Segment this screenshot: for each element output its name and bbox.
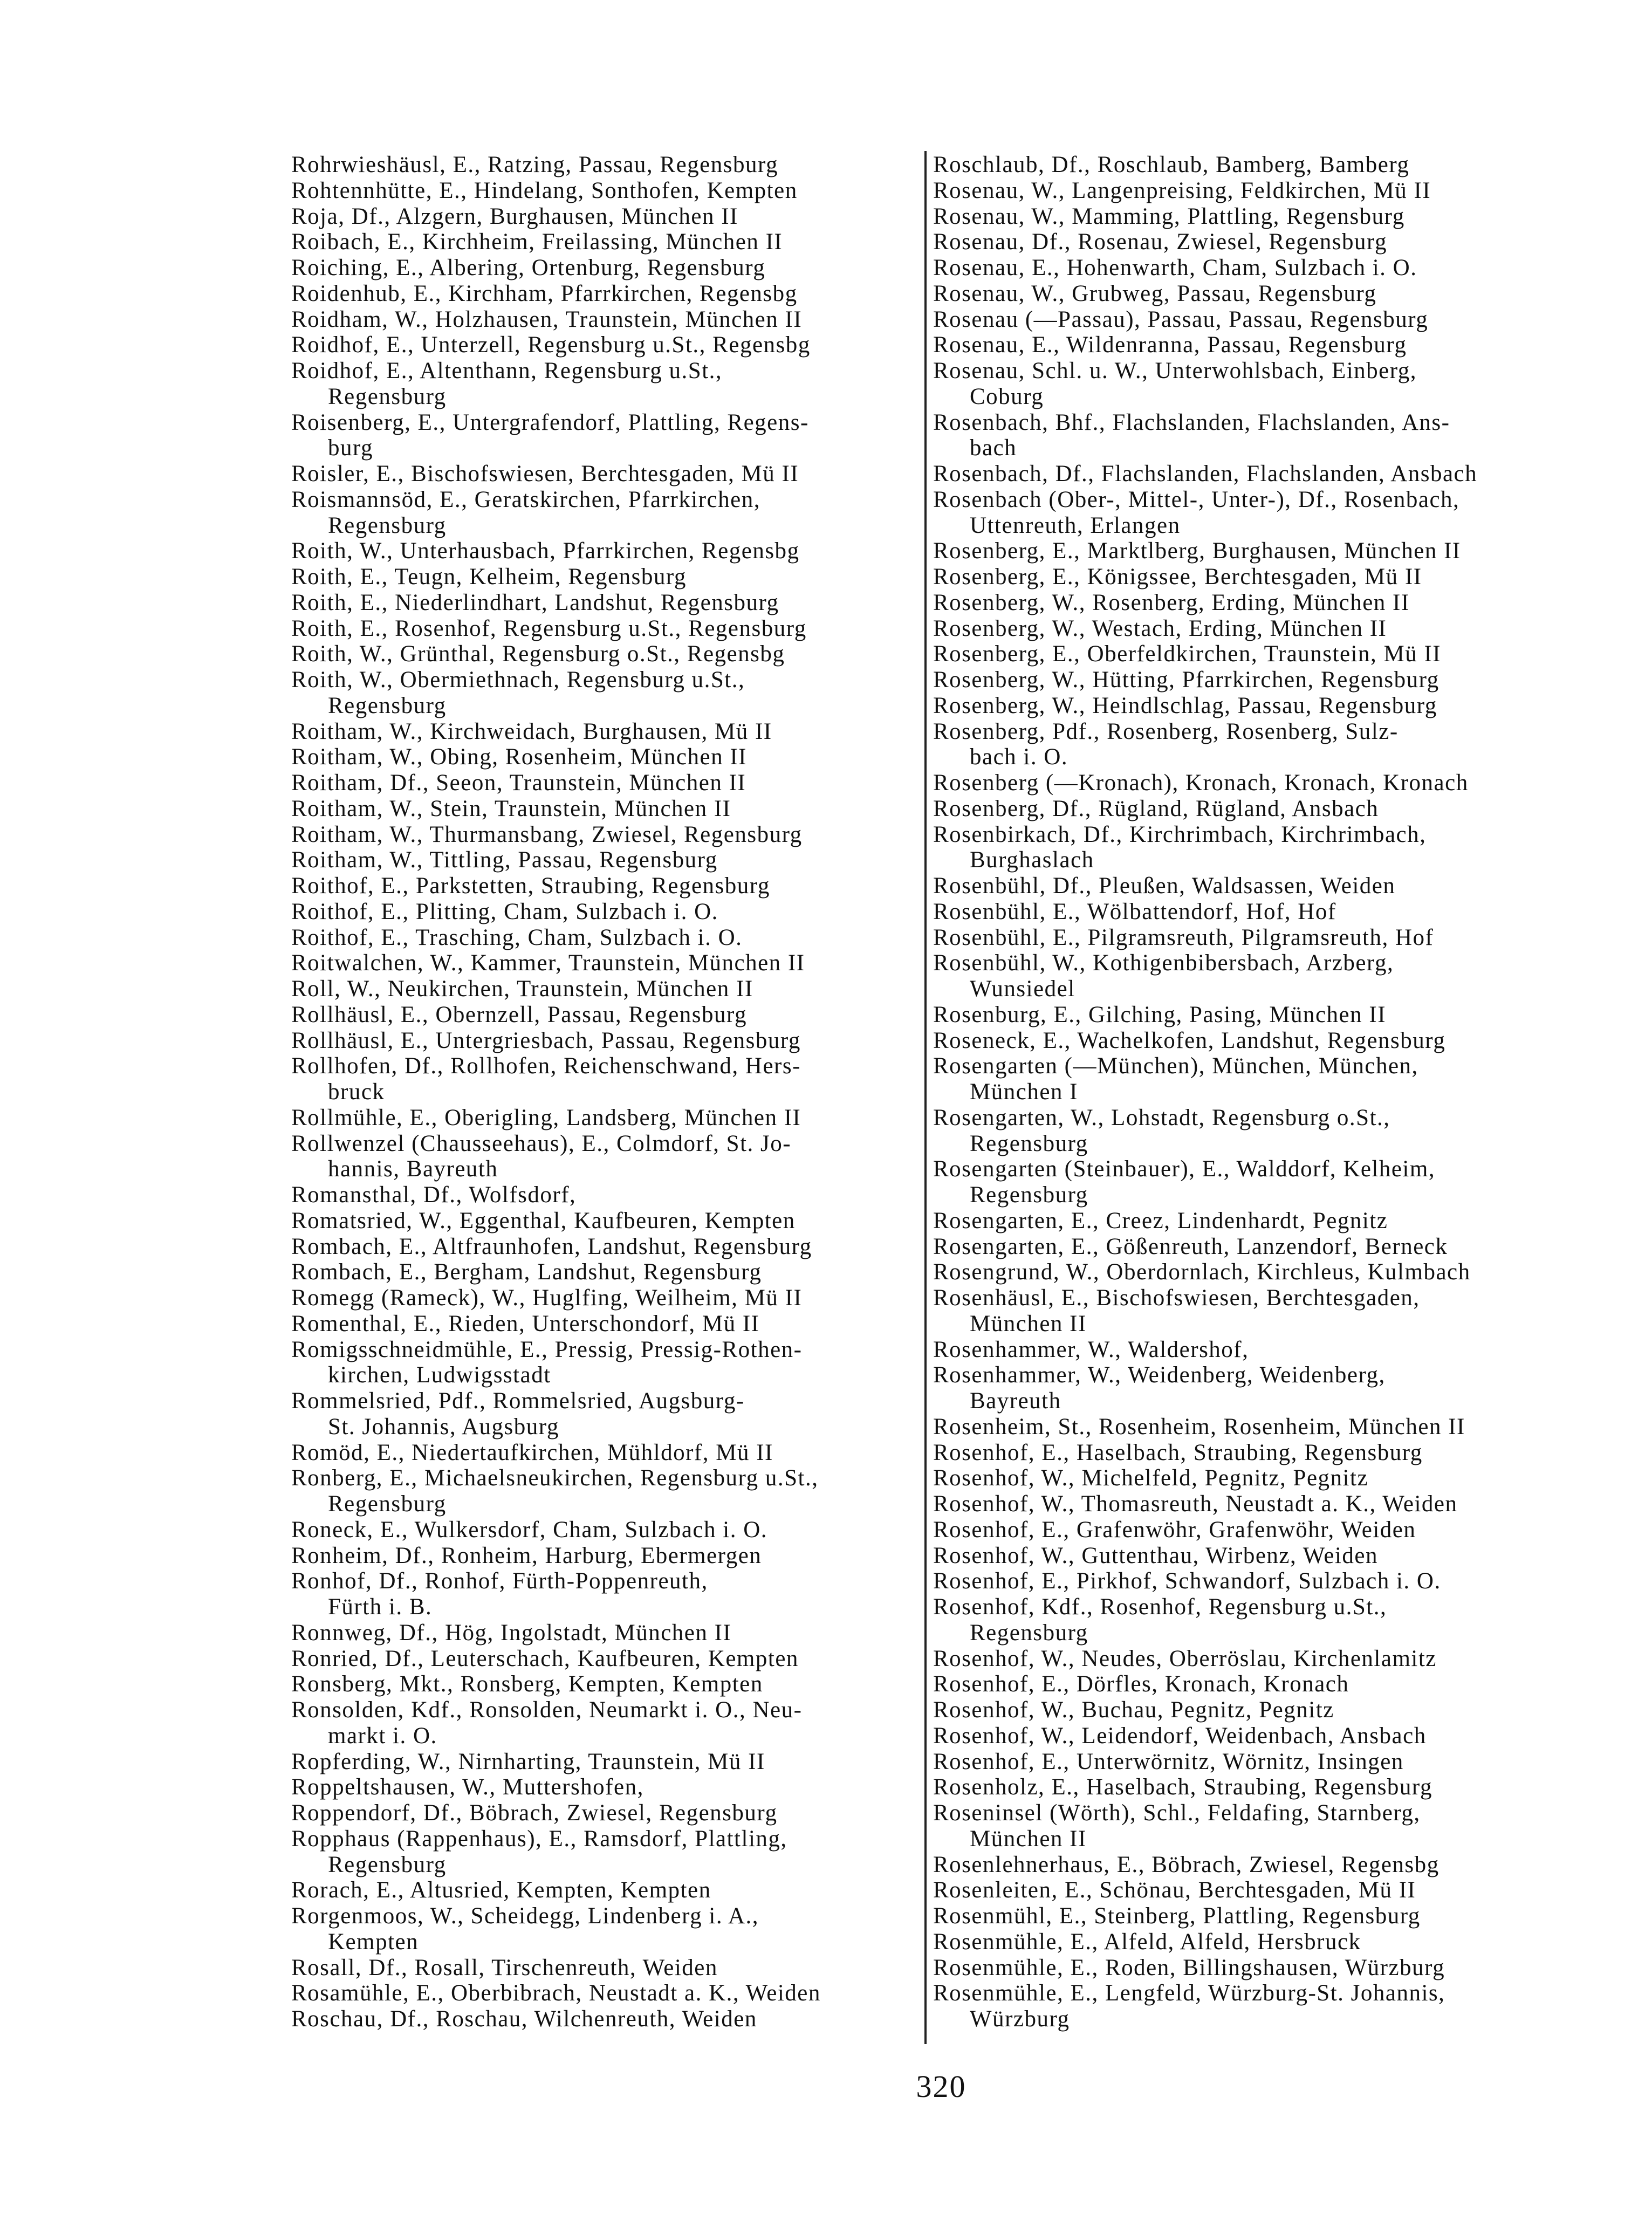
entry-line: Roschau, Df., Roschau, Wilchenreuth, Weiden bbox=[291, 2006, 757, 2032]
entry-line: Rosenhof, W., Leidendorf, Weidenbach, Ansbach bbox=[933, 1723, 1427, 1749]
gazetteer-entry bbox=[933, 358, 1559, 410]
entry-line: Rosenleiten, E., Schönau, Berchtesgaden, Mü II bbox=[933, 1877, 1416, 1903]
gazetteer-entry bbox=[933, 1028, 1559, 1054]
gazetteer-entry bbox=[291, 1388, 920, 1440]
entry-line: Rollhäusl, E., Untergriesbach, Passau, Regensburg bbox=[291, 1027, 801, 1053]
gazetteer-entry bbox=[933, 538, 1559, 564]
entry-line: Romenthal, E., Rieden, Unterschondorf, Mü II bbox=[291, 1311, 760, 1336]
entry-line: Rosenhof, E., Haselbach, Straubing, Regensburg bbox=[933, 1440, 1423, 1465]
entry-line: Roitham, W., Tittling, Passau, Regensburg bbox=[291, 847, 718, 873]
gazetteer-entry bbox=[933, 1414, 1559, 1440]
gazetteer-entry bbox=[291, 1800, 920, 1826]
gazetteer-entry bbox=[291, 1465, 920, 1517]
entry-line: Rosenau, Df., Rosenau, Zwiesel, Regensburg bbox=[933, 229, 1388, 255]
gazetteer-entry bbox=[291, 667, 920, 719]
entry-line: Rosenhof, E., Grafenwöhr, Grafenwöhr, Weiden bbox=[933, 1517, 1416, 1543]
entry-line: Rosenbach, Df., Flachslanden, Flachslanden, Ansbach bbox=[933, 461, 1478, 486]
entry-line: Rollwenzel (Chausseehaus), E., Colmdorf, St. Jo- bbox=[291, 1130, 792, 1156]
gazetteer-entry bbox=[291, 1646, 920, 1672]
gazetteer-entry bbox=[933, 796, 1559, 822]
gazetteer-entry bbox=[291, 538, 920, 564]
entry-line: Rosenburg, E., Gilching, Pasing, München II bbox=[933, 1002, 1387, 1027]
entry-line: Romatsried, W., Eggenthal, Kaufbeuren, Kempten bbox=[291, 1208, 796, 1233]
entry-line: Rosenau, W., Mamming, Plattling, Regensburg bbox=[933, 203, 1405, 229]
gazetteer-entry bbox=[933, 1852, 1559, 1878]
right-column bbox=[933, 152, 1559, 2032]
entry-continuation-line: Würzburg bbox=[970, 2006, 1070, 2032]
gazetteer-entry bbox=[291, 744, 920, 770]
entry-continuation-line: Regensburg bbox=[328, 512, 447, 538]
entry-line: Roneck, E., Wulkersdorf, Cham, Sulzbach i. O. bbox=[291, 1517, 768, 1543]
gazetteer-entry bbox=[933, 1594, 1559, 1646]
gazetteer-entry bbox=[933, 1697, 1559, 1723]
entry-line: Roith, W., Grünthal, Regensburg o.St., Regensbg bbox=[291, 641, 785, 667]
entry-line: Rosenhof, W., Michelfeld, Pegnitz, Pegnitz bbox=[933, 1465, 1369, 1491]
gazetteer-entry bbox=[291, 641, 920, 667]
entry-line: Rosenbirkach, Df., Kirchrimbach, Kirchrimbach, bbox=[933, 821, 1427, 847]
entry-line: Roitham, Df., Seeon, Traunstein, München II bbox=[291, 770, 746, 796]
entry-line: Roja, Df., Alzgern, Burghausen, München II bbox=[291, 203, 738, 229]
page-number: 320 bbox=[916, 2069, 966, 2104]
gazetteer-entry bbox=[291, 307, 920, 333]
gazetteer-entry bbox=[291, 410, 920, 462]
entry-line: Roith, E., Rosenhof, Regensburg u.St., Regensburg bbox=[291, 615, 807, 641]
gazetteer-entry bbox=[933, 1362, 1559, 1414]
gazetteer-entry bbox=[933, 1877, 1559, 1903]
gazetteer-entry bbox=[291, 616, 920, 642]
gazetteer-entry bbox=[933, 873, 1559, 899]
gazetteer-entry bbox=[933, 719, 1559, 771]
gazetteer-entry bbox=[291, 719, 920, 745]
entry-continuation-line: München II bbox=[970, 1311, 1087, 1336]
entry-line: Rosenberg, W., Heindlschlag, Passau, Regensburg bbox=[933, 693, 1437, 718]
entry-line: Rosenhof, E., Pirkhof, Schwandorf, Sulzbach i. O. bbox=[933, 1568, 1441, 1594]
entry-line: Rosenmühle, E., Roden, Billingshausen, Würzburg bbox=[933, 1955, 1445, 1980]
gazetteer-entry bbox=[933, 1568, 1559, 1594]
entry-line: Rosenhof, W., Neudes, Oberröslau, Kirchenlamitz bbox=[933, 1646, 1437, 1671]
entry-line: Roitham, W., Thurmansbang, Zwiesel, Regensburg bbox=[291, 821, 803, 847]
gazetteer-entry bbox=[933, 590, 1559, 616]
gazetteer-entry bbox=[291, 487, 920, 539]
entry-line: Rosenlehnerhaus, E., Böbrach, Zwiesel, Regensbg bbox=[933, 1852, 1439, 1877]
entry-line: Rosenheim, St., Rosenheim, Rosenheim, München II bbox=[933, 1414, 1465, 1440]
entry-line: Rollmühle, E., Oberigling, Landsberg, München II bbox=[291, 1105, 801, 1130]
entry-line: Rosenberg, W., Westach, Erding, München II bbox=[933, 615, 1387, 641]
entry-line: Rosenau, W., Langenpreising, Feldkirchen, Mü II bbox=[933, 177, 1431, 203]
entry-line: Rosall, Df., Rosall, Tirschenreuth, Weiden bbox=[291, 1955, 718, 1980]
entry-line: Ronsberg, Mkt., Ronsberg, Kempten, Kempten bbox=[291, 1671, 763, 1697]
gazetteer-entry bbox=[291, 1182, 920, 1208]
entry-line: Rosenmühl, E., Steinberg, Plattling, Regensburg bbox=[933, 1903, 1421, 1929]
gazetteer-entry bbox=[933, 1440, 1559, 1466]
entry-line: Roidhof, E., Altenthann, Regensburg u.St., bbox=[291, 358, 723, 383]
entry-line: Rosengarten (—München), München, München, bbox=[933, 1053, 1418, 1079]
gazetteer-entry bbox=[933, 822, 1559, 874]
entry-line: Roseneck, E., Wachelkofen, Landshut, Regensburg bbox=[933, 1027, 1446, 1053]
entry-line: Rosenhof, Kdf., Rosenhof, Regensburg u.St., bbox=[933, 1594, 1387, 1620]
entry-line: Rosenau, Schl. u. W., Unterwohlsbach, Einberg, bbox=[933, 358, 1417, 383]
entry-line: Rosenbühl, W., Kothigenbibersbach, Arzberg, bbox=[933, 950, 1394, 976]
entry-line: Roith, E., Niederlindhart, Landshut, Regensburg bbox=[291, 590, 779, 615]
gazetteer-entry bbox=[291, 770, 920, 796]
gazetteer-entry bbox=[933, 332, 1559, 358]
entry-line: Roithof, E., Plitting, Cham, Sulzbach i. O. bbox=[291, 899, 718, 924]
gazetteer-entry bbox=[933, 1491, 1559, 1517]
entry-line: Rosenberg, E., Oberfeldkirchen, Traunstein, Mü II bbox=[933, 641, 1442, 667]
entry-line: Rommelsried, Pdf., Rommelsried, Augsburg- bbox=[291, 1388, 745, 1414]
gazetteer-entry bbox=[291, 1774, 920, 1800]
entry-line: Rosenhäusl, E., Bischofswiesen, Berchtesgaden, bbox=[933, 1285, 1420, 1311]
gazetteer-entry bbox=[291, 1311, 920, 1337]
entry-line: Rosenberg, E., Marktlberg, Burghausen, München II bbox=[933, 538, 1461, 564]
gazetteer-entry bbox=[933, 950, 1559, 1002]
gazetteer-entry bbox=[933, 693, 1559, 719]
entry-line: Rosenberg, Df., Rügland, Rügland, Ansbach bbox=[933, 796, 1379, 821]
gazetteer-entry bbox=[933, 1671, 1559, 1697]
gazetteer-entry bbox=[933, 616, 1559, 642]
entry-continuation-line: Kempten bbox=[328, 1929, 419, 1955]
gazetteer-entry bbox=[933, 410, 1559, 462]
gazetteer-entry bbox=[933, 1774, 1559, 1800]
entry-line: Romegg (Rameck), W., Huglfing, Weilheim, Mü II bbox=[291, 1285, 803, 1311]
entry-line: Rosengarten (Steinbauer), E., Walddorf, Kelheim, bbox=[933, 1156, 1436, 1182]
entry-line: Romigsschneidmühle, E., Pressig, Pressig-Rothen- bbox=[291, 1336, 803, 1362]
entry-line: Rosenau (—Passau), Passau, Passau, Regensburg bbox=[933, 306, 1429, 332]
gazetteer-entry bbox=[933, 1465, 1559, 1491]
gazetteer-entry bbox=[933, 255, 1559, 281]
gazetteer-entry bbox=[933, 1980, 1559, 2032]
gazetteer-entry bbox=[933, 1208, 1559, 1234]
entry-line: Rosengrund, W., Oberdornlach, Kirchleus, Kulmbach bbox=[933, 1259, 1471, 1285]
entry-line: Rosenbach, Bhf., Flachslanden, Flachslanden, Ans- bbox=[933, 409, 1450, 435]
gazetteer-entry bbox=[933, 1955, 1559, 1981]
entry-line: Roitham, W., Stein, Traunstein, München II bbox=[291, 796, 731, 821]
gazetteer-entry bbox=[291, 358, 920, 410]
entry-line: Rosenmühle, E., Lengfeld, Würzburg-St. Johannis, bbox=[933, 1980, 1445, 2006]
entry-continuation-line: Fürth i. B. bbox=[328, 1594, 433, 1620]
entry-continuation-line: bach bbox=[970, 435, 1017, 461]
gazetteer-entry bbox=[933, 229, 1559, 255]
entry-continuation-line: Coburg bbox=[970, 383, 1044, 409]
entry-line: Roidenhub, E., Kirchham, Pfarrkirchen, Regensbg bbox=[291, 280, 798, 306]
entry-line: Roseninsel (Wörth), Schl., Feldafing, Starnberg, bbox=[933, 1800, 1421, 1826]
gazetteer-entry bbox=[291, 281, 920, 307]
entry-line: Rollhäusl, E., Obernzell, Passau, Regensburg bbox=[291, 1002, 748, 1027]
entry-line: Rosenbühl, E., Wölbattendorf, Hof, Hof bbox=[933, 899, 1336, 924]
entry-line: Rosenhof, W., Guttenthau, Wirbenz, Weiden bbox=[933, 1543, 1379, 1568]
gazetteer-entry bbox=[291, 564, 920, 590]
entry-continuation-line: Regensburg bbox=[328, 1852, 447, 1877]
entry-line: Roithof, E., Trasching, Cham, Sulzbach i. O. bbox=[291, 924, 743, 950]
entry-line: Roschlaub, Df., Roschlaub, Bamberg, Bamberg bbox=[933, 152, 1410, 177]
gazetteer-entry bbox=[291, 1671, 920, 1697]
entry-line: Ronried, Df., Leuterschach, Kaufbeuren, Kempten bbox=[291, 1646, 799, 1671]
gazetteer-entry bbox=[933, 1234, 1559, 1260]
entry-line: Rombach, E., Altfraunhofen, Landshut, Regensburg bbox=[291, 1233, 812, 1259]
entry-line: Rosenau, E., Hohenwarth, Cham, Sulzbach i. O. bbox=[933, 255, 1417, 280]
gazetteer-entry bbox=[933, 1337, 1559, 1363]
entry-line: Roiching, E., Albering, Ortenburg, Regensburg bbox=[291, 255, 766, 280]
gazetteer-entry bbox=[933, 641, 1559, 667]
entry-continuation-line: Uttenreuth, Erlangen bbox=[970, 512, 1181, 538]
gazetteer-entry bbox=[933, 487, 1559, 539]
entry-line: Rorgenmoos, W., Scheidegg, Lindenberg i. A., bbox=[291, 1903, 759, 1929]
entry-continuation-line: Regensburg bbox=[328, 1491, 447, 1517]
entry-line: Rosengarten, E., Gößenreuth, Lanzendorf, Berneck bbox=[933, 1233, 1448, 1259]
gazetteer-entry bbox=[933, 1002, 1559, 1028]
entry-line: Ronberg, E., Michaelsneukirchen, Regensburg u.St., bbox=[291, 1465, 819, 1491]
entry-line: Rosenhammer, W., Weidenberg, Weidenberg, bbox=[933, 1362, 1386, 1388]
gazetteer-entry bbox=[291, 1131, 920, 1183]
entry-line: Rosengarten, W., Lohstadt, Regensburg o.St., bbox=[933, 1105, 1390, 1130]
entry-line: Rosenmühle, E., Alfeld, Alfeld, Hersbruck bbox=[933, 1929, 1361, 1955]
gazetteer-entry bbox=[933, 1800, 1559, 1852]
gazetteer-entry bbox=[933, 281, 1559, 307]
entry-continuation-line: Regensburg bbox=[970, 1182, 1088, 1208]
entry-line: Roitwalchen, W., Kammer, Traunstein, München II bbox=[291, 950, 805, 976]
entry-line: Roisler, E., Bischofswiesen, Berchtesgaden, Mü II bbox=[291, 461, 799, 486]
entry-continuation-line: Regensburg bbox=[970, 1130, 1088, 1156]
gazetteer-entry bbox=[933, 1105, 1559, 1157]
gazetteer-entry bbox=[291, 1259, 920, 1285]
entry-line: Rorach, E., Altusried, Kempten, Kempten bbox=[291, 1877, 711, 1903]
entry-continuation-line: bach i. O. bbox=[970, 744, 1068, 770]
gazetteer-entry bbox=[291, 1697, 920, 1749]
gazetteer-entry bbox=[291, 204, 920, 230]
entry-line: Rosenhof, W., Buchau, Pegnitz, Pegnitz bbox=[933, 1697, 1334, 1723]
entry-continuation-line: kirchen, Ludwigsstadt bbox=[328, 1362, 551, 1388]
entry-line: Rollhofen, Df., Rollhofen, Reichenschwand, Hers- bbox=[291, 1053, 801, 1079]
gazetteer-entry bbox=[933, 461, 1559, 487]
entry-line: Ronheim, Df., Ronheim, Harburg, Ebermergen bbox=[291, 1543, 762, 1568]
gazetteer-entry bbox=[291, 1337, 920, 1389]
entry-continuation-line: München I bbox=[970, 1079, 1078, 1105]
entry-line: Roismannsöd, E., Geratskirchen, Pfarrkirchen, bbox=[291, 486, 760, 512]
entry-line: Roisenberg, E., Untergrafendorf, Plattling, Regens- bbox=[291, 409, 809, 435]
gazetteer-entry bbox=[933, 1749, 1559, 1775]
gazetteer-entry bbox=[291, 976, 920, 1002]
entry-continuation-line: burg bbox=[328, 435, 374, 461]
entry-line: Ronsolden, Kdf., Ronsolden, Neumarkt i. O., Neu- bbox=[291, 1697, 803, 1723]
gazetteer-entry bbox=[933, 1259, 1559, 1285]
gazetteer-entry bbox=[933, 925, 1559, 951]
entry-line: Rosenberg, W., Hütting, Pfarrkirchen, Regensburg bbox=[933, 667, 1439, 693]
entry-line: Roidhof, E., Unterzell, Regensburg u.St., Regensbg bbox=[291, 332, 811, 358]
gazetteer-entry bbox=[933, 204, 1559, 230]
gazetteer-entry bbox=[933, 307, 1559, 333]
entry-continuation-line: Regensburg bbox=[328, 383, 447, 409]
entry-continuation-line: München II bbox=[970, 1826, 1087, 1852]
gazetteer-entry bbox=[291, 255, 920, 281]
gazetteer-entry bbox=[933, 1723, 1559, 1749]
gazetteer-entry bbox=[291, 590, 920, 616]
gazetteer-entry bbox=[291, 229, 920, 255]
gazetteer-entry bbox=[291, 1053, 920, 1105]
gazetteer-entry bbox=[291, 1028, 920, 1054]
entry-line: Rosenhammer, W., Waldershof, bbox=[933, 1336, 1249, 1362]
entry-line: Ronnweg, Df., Hög, Ingolstadt, München II bbox=[291, 1620, 732, 1646]
entry-continuation-line: hannis, Bayreuth bbox=[328, 1156, 498, 1182]
gazetteer-entry bbox=[291, 1002, 920, 1028]
gazetteer-entry bbox=[933, 1053, 1559, 1105]
gazetteer-entry bbox=[291, 796, 920, 822]
entry-continuation-line: markt i. O. bbox=[328, 1723, 437, 1749]
gazetteer-entry bbox=[291, 847, 920, 873]
gazetteer-entry bbox=[291, 950, 920, 976]
gazetteer-entry bbox=[291, 1903, 920, 1955]
entry-line: Ronhof, Df., Ronhof, Fürth-Poppenreuth, bbox=[291, 1568, 708, 1594]
entry-line: Rombach, E., Bergham, Landshut, Regensburg bbox=[291, 1259, 762, 1285]
entry-line: Roitham, W., Obing, Rosenheim, München II bbox=[291, 744, 747, 770]
gazetteer-entry bbox=[933, 1543, 1559, 1569]
gazetteer-entry bbox=[291, 152, 920, 178]
entry-line: Roitham, W., Kirchweidach, Burghausen, Mü II bbox=[291, 718, 772, 744]
gazetteer-entry bbox=[291, 873, 920, 899]
gazetteer-entry bbox=[933, 152, 1559, 178]
entry-line: Romöd, E., Niedertaufkirchen, Mühldorf, Mü II bbox=[291, 1440, 773, 1465]
entry-line: Rosenbühl, E., Pilgramsreuth, Pilgramsreuth, Hof bbox=[933, 924, 1434, 950]
entry-line: Roithof, E., Parkstetten, Straubing, Regensburg bbox=[291, 873, 770, 899]
entry-line: Rosenberg, W., Rosenberg, Erding, München II bbox=[933, 590, 1410, 615]
gazetteer-entry bbox=[291, 1234, 920, 1260]
gazetteer-entry bbox=[933, 1646, 1559, 1672]
gazetteer-entry bbox=[291, 925, 920, 951]
gazetteer-entry bbox=[933, 667, 1559, 693]
gazetteer-entry bbox=[933, 1929, 1559, 1955]
entry-line: Rohtennhütte, E., Hindelang, Sonthofen, Kempten bbox=[291, 177, 798, 203]
entry-continuation-line: Wunsiedel bbox=[970, 976, 1075, 1002]
gazetteer-entry bbox=[291, 1877, 920, 1903]
gazetteer-entry bbox=[291, 2006, 920, 2032]
gazetteer-entry bbox=[291, 1517, 920, 1543]
gazetteer-entry bbox=[291, 332, 920, 358]
gazetteer-entry bbox=[933, 770, 1559, 796]
gazetteer-entry bbox=[291, 822, 920, 848]
entry-line: Rosamühle, E., Oberbibrach, Neustadt a. K., Weiden bbox=[291, 1980, 821, 2006]
entry-line: Rosenberg (—Kronach), Kronach, Kronach, Kronach bbox=[933, 770, 1469, 796]
gazetteer-entry bbox=[291, 1285, 920, 1311]
gazetteer-entry bbox=[291, 1955, 920, 1981]
gazetteer-entry bbox=[933, 178, 1559, 204]
entry-line: Romansthal, Df., Wolfsdorf, bbox=[291, 1182, 577, 1208]
gazetteer-entry bbox=[291, 178, 920, 204]
entry-line: Ropphaus (Rappenhaus), E., Ramsdorf, Plattling, bbox=[291, 1826, 787, 1852]
entry-continuation-line: Regensburg bbox=[970, 1620, 1088, 1646]
entry-continuation-line: Regensburg bbox=[328, 693, 447, 718]
entry-line: Rohrwieshäusl, E., Ratzing, Passau, Regensburg bbox=[291, 152, 779, 177]
gazetteer-entry bbox=[291, 1208, 920, 1234]
gazetteer-entry bbox=[291, 1543, 920, 1569]
entry-line: Rosenholz, E., Haselbach, Straubing, Regensburg bbox=[933, 1774, 1432, 1800]
entry-line: Roith, W., Obermiethnach, Regensburg u.St., bbox=[291, 667, 745, 693]
entry-line: Roll, W., Neukirchen, Traunstein, München II bbox=[291, 976, 753, 1002]
entry-line: Rosenberg, Pdf., Rosenberg, Rosenberg, Sulz- bbox=[933, 718, 1399, 744]
gazetteer-entry bbox=[291, 461, 920, 487]
entry-line: Rosenbach (Ober-, Mittel-, Unter-), Df., Rosenbach, bbox=[933, 486, 1460, 512]
gazetteer-entry bbox=[291, 1980, 920, 2006]
entry-line: Rosenau, E., Wildenranna, Passau, Regensburg bbox=[933, 332, 1407, 358]
gazetteer-entry bbox=[291, 1440, 920, 1466]
entry-line: Rosenhof, E., Unterwörnitz, Wörnitz, Insingen bbox=[933, 1749, 1404, 1774]
entry-continuation-line: St. Johannis, Augsburg bbox=[328, 1414, 559, 1440]
entry-line: Rosenberg, E., Königssee, Berchtesgaden, Mü II bbox=[933, 564, 1422, 590]
gazetteer-entry bbox=[933, 1517, 1559, 1543]
entry-line: Roidham, W., Holzhausen, Traunstein, München II bbox=[291, 306, 803, 332]
entry-line: Roith, W., Unterhausbach, Pfarrkirchen, Regensbg bbox=[291, 538, 800, 564]
gazetteer-entry bbox=[933, 564, 1559, 590]
entry-line: Roibach, E., Kirchheim, Freilassing, München II bbox=[291, 229, 783, 255]
gazetteer-entry bbox=[933, 899, 1559, 925]
entry-line: Rosenbühl, Df., Pleußen, Waldsassen, Weiden bbox=[933, 873, 1396, 899]
gazetteer-entry bbox=[291, 1568, 920, 1620]
column-divider bbox=[924, 151, 927, 2044]
left-column bbox=[291, 152, 920, 2032]
entry-line: Rosenau, W., Grubweg, Passau, Regensburg bbox=[933, 280, 1377, 306]
gazetteer-entry bbox=[291, 1826, 920, 1878]
gazetteer-entry bbox=[291, 1620, 920, 1646]
entry-line: Rosenhof, W., Thomasreuth, Neustadt a. K., Weiden bbox=[933, 1491, 1458, 1517]
gazetteer-entry bbox=[933, 1285, 1559, 1337]
gazetteer-entry bbox=[933, 1156, 1559, 1208]
gazetteer-entry bbox=[933, 1903, 1559, 1929]
entry-continuation-line: Burghaslach bbox=[970, 847, 1094, 873]
gazetteer-entry bbox=[291, 1105, 920, 1131]
entry-line: Roppendorf, Df., Böbrach, Zwiesel, Regensburg bbox=[291, 1800, 778, 1826]
entry-continuation-line: Bayreuth bbox=[970, 1388, 1061, 1414]
entry-continuation-line: bruck bbox=[328, 1079, 385, 1105]
entry-line: Roppeltshausen, W., Muttershofen, bbox=[291, 1774, 644, 1800]
entry-line: Rosenhof, E., Dörfles, Kronach, Kronach bbox=[933, 1671, 1349, 1697]
gazetteer-entry bbox=[291, 1749, 920, 1775]
entry-line: Roith, E., Teugn, Kelheim, Regensburg bbox=[291, 564, 687, 590]
gazetteer-entry bbox=[291, 899, 920, 925]
entry-line: Ropferding, W., Nirnharting, Traunstein, Mü II bbox=[291, 1749, 765, 1774]
entry-line: Rosengarten, E., Creez, Lindenhardt, Pegnitz bbox=[933, 1208, 1388, 1233]
